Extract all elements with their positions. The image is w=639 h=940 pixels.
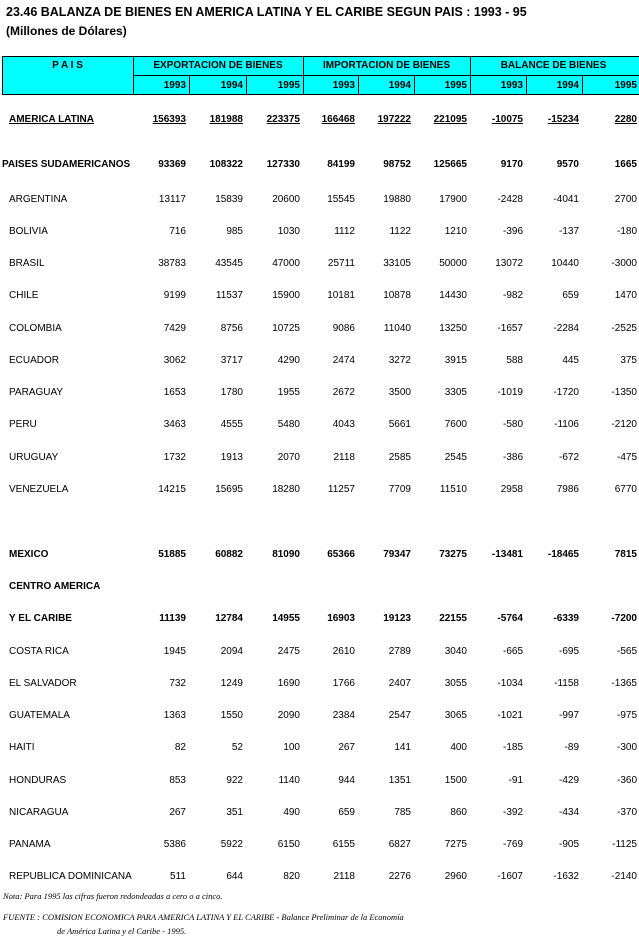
table-cell: -6339	[553, 613, 579, 624]
table-cell: 84199	[327, 159, 355, 170]
table-cell: 3065	[444, 710, 467, 721]
table-row	[0, 417, 639, 433]
table-cell: -434	[558, 807, 579, 818]
table-cell: 1500	[444, 775, 467, 786]
table-cell: 1766	[332, 678, 355, 689]
table-cell: 490	[283, 807, 300, 818]
table-row	[0, 256, 639, 272]
table-cell: 267	[169, 807, 186, 818]
table-cell: 221095	[433, 114, 467, 125]
table-cell: 14215	[158, 484, 186, 495]
row-label: HAITI	[9, 742, 35, 753]
table-row	[0, 157, 639, 173]
table-cell: 267	[338, 742, 355, 753]
table-note: Nota: Para 1995 las cifras fueron redondeadas a cero o a cinco.	[3, 891, 223, 901]
table-cell: -1125	[612, 839, 637, 850]
table-cell: 15900	[272, 290, 300, 301]
table-cell: 141	[394, 742, 411, 753]
table-cell: 3040	[444, 646, 467, 657]
table-cell: 1122	[389, 226, 411, 237]
table-cell: -1632	[553, 871, 579, 882]
table-cell: -2140	[611, 871, 637, 882]
table-cell: 2384	[332, 710, 355, 721]
table-cell: 445	[562, 355, 579, 366]
table-cell: -386	[502, 452, 523, 463]
table-cell: -997	[558, 710, 579, 721]
table-cell: -13481	[491, 549, 523, 560]
row-label: ECUADOR	[9, 355, 60, 366]
table-cell: -1106	[554, 419, 579, 430]
table-cell: 944	[338, 775, 355, 786]
table-cell: -1158	[554, 678, 579, 689]
table-cell: 5661	[388, 419, 411, 430]
table-cell: 10878	[383, 290, 411, 301]
header-year: 1994	[556, 80, 579, 91]
table-cell: 65366	[327, 549, 355, 560]
table-cell: 716	[169, 226, 186, 237]
table-row	[0, 773, 639, 789]
table-cell: -1657	[497, 323, 523, 334]
table-cell: 5922	[220, 839, 243, 850]
table-cell: 98752	[383, 159, 411, 170]
row-label: EL SALVADOR	[9, 678, 77, 689]
table-cell: 166468	[321, 114, 355, 125]
table-row	[0, 547, 639, 563]
table-cell: 60882	[215, 549, 243, 560]
row-label: COSTA RICA	[9, 646, 69, 657]
table-cell: 4555	[220, 419, 243, 430]
table-cell: 7600	[444, 419, 467, 430]
table-cell: 860	[450, 807, 467, 818]
table-cell: 1030	[277, 226, 300, 237]
table-row	[0, 224, 639, 240]
table-cell: 50000	[439, 258, 467, 269]
table-cell: -905	[558, 839, 579, 850]
row-label: HONDURAS	[9, 775, 67, 786]
table-cell: 2276	[388, 871, 411, 882]
header-year: 1995	[444, 80, 467, 91]
table-cell: 2407	[388, 678, 411, 689]
table-cell: 2547	[388, 710, 411, 721]
table-cell: 12784	[215, 613, 243, 624]
table-cell: 1945	[163, 646, 186, 657]
table-cell: 3717	[220, 355, 243, 366]
row-label: AMERICA LATINA	[9, 114, 94, 125]
table-cell: 15839	[215, 194, 243, 205]
table-cell: -1019	[497, 387, 523, 398]
table-cell: -1365	[611, 678, 637, 689]
table-cell: 2585	[388, 452, 411, 463]
table-row	[0, 644, 639, 660]
table-cell: 6827	[388, 839, 411, 850]
table-cell: 2475	[277, 646, 300, 657]
table-cell: 2118	[333, 452, 355, 463]
table-cell: 1550	[220, 710, 243, 721]
table-cell: 2070	[277, 452, 300, 463]
header-year: 1995	[614, 80, 637, 91]
table-cell: 1112	[334, 226, 355, 237]
table-cell: -91	[508, 775, 523, 786]
table-cell: 47000	[272, 258, 300, 269]
table-cell: 2672	[332, 387, 355, 398]
table-cell: -2428	[497, 194, 523, 205]
table-row	[0, 611, 639, 627]
row-label: PERU	[9, 419, 37, 430]
table-cell: 1470	[614, 290, 637, 301]
table-cell: 7429	[163, 323, 186, 334]
table-cell: 11040	[383, 323, 411, 334]
table-cell: -2525	[611, 323, 637, 334]
table-row	[0, 385, 639, 401]
table-cell: -429	[558, 775, 579, 786]
table-cell: 3915	[444, 355, 467, 366]
table-cell: 108322	[209, 159, 243, 170]
header-year: 1994	[388, 80, 411, 91]
table-cell: 1665	[614, 159, 637, 170]
table-cell: 1780	[220, 387, 243, 398]
table-cell: 9570	[556, 159, 579, 170]
table-row	[0, 805, 639, 821]
table-cell: 7709	[388, 484, 411, 495]
table-cell: -975	[616, 710, 637, 721]
table-cell: 9170	[500, 159, 523, 170]
table-cell: -695	[558, 646, 579, 657]
header-year: 1994	[220, 80, 243, 91]
table-cell: 79347	[383, 549, 411, 560]
table-cell: 820	[283, 871, 300, 882]
table-source	[3, 910, 404, 938]
table-cell: 659	[338, 807, 355, 818]
row-label: BRASIL	[9, 258, 45, 269]
table-cell: 9199	[163, 290, 186, 301]
table-cell: 7275	[444, 839, 467, 850]
table-cell: 9086	[332, 323, 355, 334]
table-cell: 17900	[439, 194, 467, 205]
table-cell: -300	[616, 742, 637, 753]
table-cell: 14430	[439, 290, 467, 301]
table-cell: -180	[616, 226, 637, 237]
table-cell: -769	[502, 839, 523, 850]
header-bottom-border	[2, 94, 639, 95]
table-cell: 10440	[551, 258, 579, 269]
header-pais: P A I S	[52, 60, 83, 71]
row-label: MEXICO	[9, 549, 49, 560]
table-cell: 659	[562, 290, 579, 301]
table-cell: -565	[616, 646, 637, 657]
row-label: GUATEMALA	[9, 710, 70, 721]
table-title: 23.46 BALANZA DE BIENES EN AMERICA LATINA Y EL CARIBE SEGUN PAIS : 1993 - 95	[6, 5, 527, 19]
table-row	[0, 579, 639, 595]
table-cell: -665	[502, 646, 523, 657]
table-cell: 3305	[444, 387, 467, 398]
table-cell: -360	[616, 775, 637, 786]
table-cell: 1690	[277, 678, 300, 689]
table-cell: -1034	[497, 678, 523, 689]
table-cell: 6770	[614, 484, 637, 495]
table-cell: 400	[450, 742, 467, 753]
table-cell: 11510	[439, 484, 467, 495]
header-importacion: IMPORTACION DE BIENES	[322, 60, 451, 71]
table-cell: 511	[170, 871, 186, 882]
table-row	[0, 450, 639, 466]
table-row	[0, 708, 639, 724]
table-cell: 73275	[439, 549, 467, 560]
table-cell: 5480	[277, 419, 300, 430]
table-cell: 223375	[266, 114, 300, 125]
table-cell: -5764	[497, 613, 523, 624]
table-row	[0, 869, 639, 885]
table-cell: -2120	[611, 419, 637, 430]
source-line-1: FUENTE : COMISION ECONOMICA PARA AMERICA LATINA Y EL CARIBE - Balance Preliminar de la Economía	[3, 912, 404, 922]
table-cell: 33105	[383, 258, 411, 269]
table-row	[0, 740, 639, 756]
table-row	[0, 353, 639, 369]
header-exportacion: EXPORTACION DE BIENES	[153, 60, 283, 71]
table-cell: 125665	[433, 159, 467, 170]
table-cell: 19123	[383, 613, 411, 624]
table-cell: -137	[558, 226, 579, 237]
table-cell: 11537	[215, 290, 243, 301]
table-row	[0, 837, 639, 853]
table-cell: -580	[502, 419, 523, 430]
row-label: Y EL CARIBE	[9, 613, 72, 624]
table-cell: 1653	[163, 387, 186, 398]
table-cell: 2700	[614, 194, 637, 205]
table-cell: 43545	[215, 258, 243, 269]
table-cell: 2545	[444, 452, 467, 463]
table-cell: -396	[502, 226, 523, 237]
table-cell: 16903	[327, 613, 355, 624]
header-year: 1993	[500, 80, 523, 91]
row-label: COLOMBIA	[9, 323, 62, 334]
table-cell: 1913	[220, 452, 243, 463]
table-cell: 13250	[439, 323, 467, 334]
table-cell: 93369	[158, 159, 186, 170]
table-cell: 10181	[327, 290, 355, 301]
table-cell: 351	[226, 807, 243, 818]
table-cell: -89	[564, 742, 579, 753]
table-row	[0, 288, 639, 304]
table-cell: -672	[558, 452, 579, 463]
header-balance: BALANCE DE BIENES	[500, 60, 607, 71]
table-cell: -10075	[491, 114, 523, 125]
table-cell: 11257	[327, 484, 355, 495]
table-cell: 2960	[444, 871, 467, 882]
table-cell: 6150	[277, 839, 300, 850]
table-cell: 588	[506, 355, 523, 366]
table-cell: -1021	[497, 710, 523, 721]
row-label: CHILE	[9, 290, 39, 301]
table-cell: 1351	[388, 775, 411, 786]
table-cell: 1210	[444, 226, 467, 237]
table-cell: -370	[616, 807, 637, 818]
table-row	[0, 112, 639, 128]
table-cell: 2094	[220, 646, 243, 657]
row-label: VENEZUELA	[9, 484, 69, 495]
table-row	[0, 192, 639, 208]
table-cell: 15695	[215, 484, 243, 495]
table-cell: 81090	[272, 549, 300, 560]
table-cell: 11139	[159, 613, 186, 624]
row-label: REPUBLICA DOMINICANA	[9, 871, 132, 882]
header-year: 1993	[332, 80, 355, 91]
table-cell: -2284	[553, 323, 579, 334]
table-cell: 1732	[163, 452, 186, 463]
table-cell: 2118	[333, 871, 355, 882]
table-cell: 3500	[388, 387, 411, 398]
table-cell: 1955	[277, 387, 300, 398]
table-cell: 156393	[152, 114, 186, 125]
table-cell: 13072	[495, 258, 523, 269]
table-cell: -15234	[547, 114, 579, 125]
table-cell: 1249	[220, 678, 243, 689]
row-label: PANAMA	[9, 839, 51, 850]
table-cell: -1607	[497, 871, 523, 882]
table-cell: 2474	[332, 355, 355, 366]
table-cell: 181988	[209, 114, 243, 125]
table-cell: 22155	[439, 613, 467, 624]
table-cell: 3463	[163, 419, 186, 430]
table-cell: 13117	[158, 194, 186, 205]
table-cell: -18465	[547, 549, 579, 560]
table-cell: 1363	[163, 710, 186, 721]
row-label: PAISES SUDAMERICANOS	[2, 159, 131, 170]
row-label: PARAGUAY	[9, 387, 64, 398]
table-cell: -1350	[611, 387, 637, 398]
source-line-2: de América Latina y el Caribe - 1995.	[57, 926, 187, 936]
table-cell: 644	[226, 871, 243, 882]
table-cell: 51885	[158, 549, 186, 560]
table-cell: 2280	[614, 114, 637, 125]
table-cell: 985	[226, 226, 243, 237]
table-cell: 52	[231, 742, 243, 753]
table-cell: 922	[226, 775, 243, 786]
table-cell: 4043	[332, 419, 355, 430]
table-cell: -3000	[611, 258, 637, 269]
table-cell: 82	[174, 742, 186, 753]
table-cell: -475	[616, 452, 637, 463]
row-label: ARGENTINA	[9, 194, 68, 205]
table-cell: 7986	[556, 484, 579, 495]
table-cell: 19880	[383, 194, 411, 205]
table-cell: 375	[620, 355, 637, 366]
table-cell: 100	[283, 742, 300, 753]
table-row	[0, 321, 639, 337]
table-cell: 14955	[272, 613, 300, 624]
table-cell: 7815	[614, 549, 637, 560]
table-cell: 15545	[327, 194, 355, 205]
table-cell: 4290	[277, 355, 300, 366]
table-subtitle: (Millones de Dólares)	[6, 24, 127, 38]
row-label: CENTRO AMERICA	[9, 581, 101, 592]
table-cell: 5386	[163, 839, 186, 850]
row-label: URUGUAY	[9, 452, 59, 463]
table-cell: -1720	[553, 387, 579, 398]
table-cell: 785	[394, 807, 411, 818]
table-cell: 3062	[163, 355, 186, 366]
table-cell: 2610	[332, 646, 355, 657]
table-cell: 2090	[277, 710, 300, 721]
table-cell: 18280	[272, 484, 300, 495]
table-cell: 3272	[388, 355, 411, 366]
table-cell: 1140	[278, 775, 300, 786]
table-cell: 8756	[220, 323, 243, 334]
row-label: NICARAGUA	[9, 807, 69, 818]
table-cell: 2789	[388, 646, 411, 657]
table-row	[0, 482, 639, 498]
table-cell: 6155	[332, 839, 355, 850]
row-label: BOLIVIA	[9, 226, 48, 237]
table-row	[0, 676, 639, 692]
table-cell: 10725	[272, 323, 300, 334]
table-cell: 732	[169, 678, 186, 689]
table-cell: 20600	[272, 194, 300, 205]
table-cell: 127330	[266, 159, 300, 170]
table-cell: -392	[502, 807, 523, 818]
header-year: 1993	[163, 80, 186, 91]
table-cell: 38783	[158, 258, 186, 269]
table-cell: 853	[169, 775, 186, 786]
table-cell: 2958	[500, 484, 523, 495]
table-cell: -982	[502, 290, 523, 301]
header-year: 1995	[277, 80, 300, 91]
table-cell: -7200	[611, 613, 637, 624]
table-cell: 25711	[327, 258, 355, 269]
table-cell: 3055	[444, 678, 467, 689]
table-cell: -185	[502, 742, 523, 753]
table-cell: -4041	[553, 194, 579, 205]
table-cell: 197222	[377, 114, 411, 125]
